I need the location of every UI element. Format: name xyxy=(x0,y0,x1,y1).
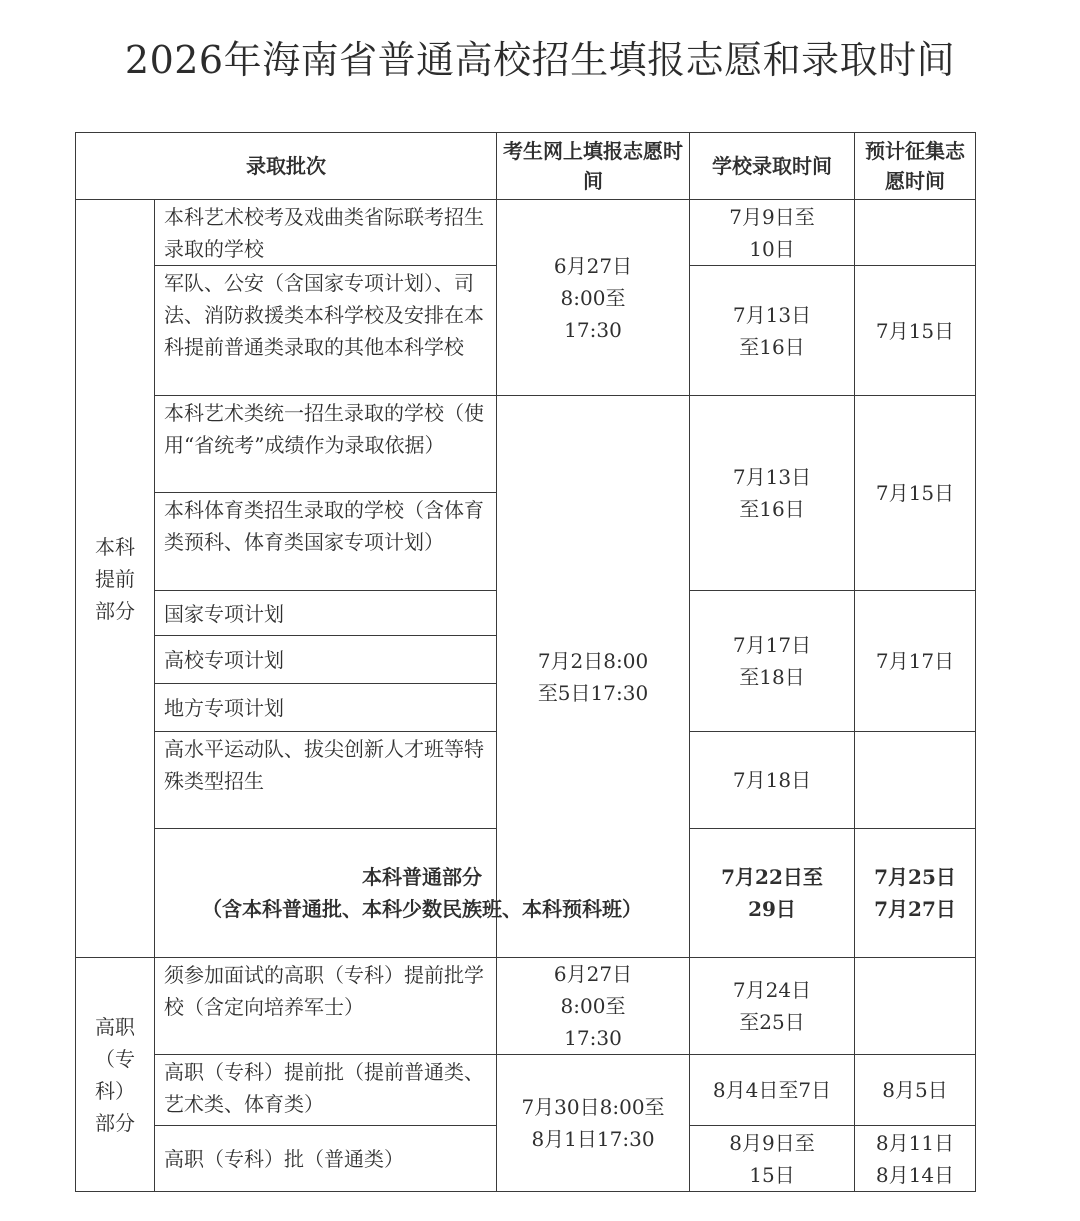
row-local-special: 地方专项计划 xyxy=(155,684,497,732)
collect-voc-regular xyxy=(855,1126,976,1192)
collect-high-level xyxy=(855,732,976,829)
admit-undergrad-regular: 7月22日至29日 xyxy=(690,829,855,958)
table-row xyxy=(76,200,976,266)
row-voc-early: 高职（专科）提前批（提前普通类、艺术类、体育类） xyxy=(155,1055,497,1126)
collect-voc-early: 8月5日 xyxy=(855,1055,976,1126)
row-art-unified: 本科艺术类统一招生录取的学校（使用“省统考”成绩作为录取依据） xyxy=(155,396,497,493)
header-collect-time: 预计征集志愿时间 xyxy=(855,133,976,200)
table-row xyxy=(76,958,976,1055)
group-vocational: 高职（专科）部分 xyxy=(76,958,155,1192)
table-row xyxy=(76,396,976,493)
table-row xyxy=(76,829,976,958)
row-sports: 本科体育类招生录取的学校（含体育类预科、体育类国家专项计划） xyxy=(155,493,497,591)
fill-time-early-b: 7月2日8:00至5日17:30 xyxy=(497,396,690,958)
fill-time-voc-b: 7月30日8:00至8月1日17:30 xyxy=(497,1055,690,1192)
row-art-school-exam: 本科艺术校考及戏曲类省际联考招生录取的学校 xyxy=(155,200,497,266)
undergrad-regular-title: 本科普通部分 xyxy=(362,865,482,889)
admission-schedule-table xyxy=(75,132,976,1192)
admit-voc-early: 8月4日至7日 xyxy=(690,1055,855,1126)
header-row xyxy=(76,133,976,200)
collect-art-sports: 7月15日 xyxy=(855,396,976,591)
collect-military-police: 7月15日 xyxy=(855,266,976,396)
row-high-level: 高水平运动队、拔尖创新人才班等特殊类型招生 xyxy=(155,732,497,829)
collect-special-plans: 7月17日 xyxy=(855,591,976,732)
row-voc-regular: 高职（专科）批（普通类） xyxy=(155,1126,497,1192)
collect-voc-interview xyxy=(855,958,976,1055)
row-college-special: 高校专项计划 xyxy=(155,636,497,684)
admit-special-plans: 7月17日至18日 xyxy=(690,591,855,732)
table-row xyxy=(76,1055,976,1126)
fill-time-early-a: 6月27日8:00至17:30 xyxy=(497,200,690,396)
admit-military-police: 7月13日至16日 xyxy=(690,266,855,396)
header-admit-time: 学校录取时间 xyxy=(690,133,855,200)
admit-art-sports: 7月13日至16日 xyxy=(690,396,855,591)
group-undergrad-early: 本科提前部分 xyxy=(76,200,155,958)
undergrad-regular-subtitle: （含本科普通批、本科少数民族班、本科预科班） xyxy=(202,897,642,921)
admit-voc-regular: 8月9日至15日 xyxy=(690,1126,855,1192)
page-title: 2026年海南省普通高校招生填报志愿和录取时间 xyxy=(124,38,956,82)
collect-undergrad-regular-2: 7月27日 xyxy=(874,897,956,921)
header-batch: 录取批次 xyxy=(76,133,497,200)
admit-high-level: 7月18日 xyxy=(690,732,855,829)
row-undergrad-regular xyxy=(155,829,690,958)
fill-time-voc-a: 6月27日8:00至17:30 xyxy=(497,958,690,1055)
header-fill-time: 考生网上填报志愿时间 xyxy=(497,133,690,200)
admit-voc-interview: 7月24日至25日 xyxy=(690,958,855,1055)
collect-voc-regular-2: 8月14日 xyxy=(875,1162,955,1187)
collect-undergrad-regular xyxy=(855,829,976,958)
row-national-special: 国家专项计划 xyxy=(155,591,497,636)
admit-art-school-exam: 7月9日至10日 xyxy=(690,200,855,266)
row-military-police: 军队、公安（含国家专项计划）、司法、消防救援类本科学校及安排在本科提前普通类录取的其他本科学校 xyxy=(155,266,497,396)
collect-voc-regular-1: 8月11日 xyxy=(875,1130,955,1155)
collect-art-school-exam xyxy=(855,200,976,266)
row-voc-interview: 须参加面试的高职（专科）提前批学校（含定向培养军士） xyxy=(155,958,497,1055)
collect-undergrad-regular-1: 7月25日 xyxy=(874,865,956,889)
